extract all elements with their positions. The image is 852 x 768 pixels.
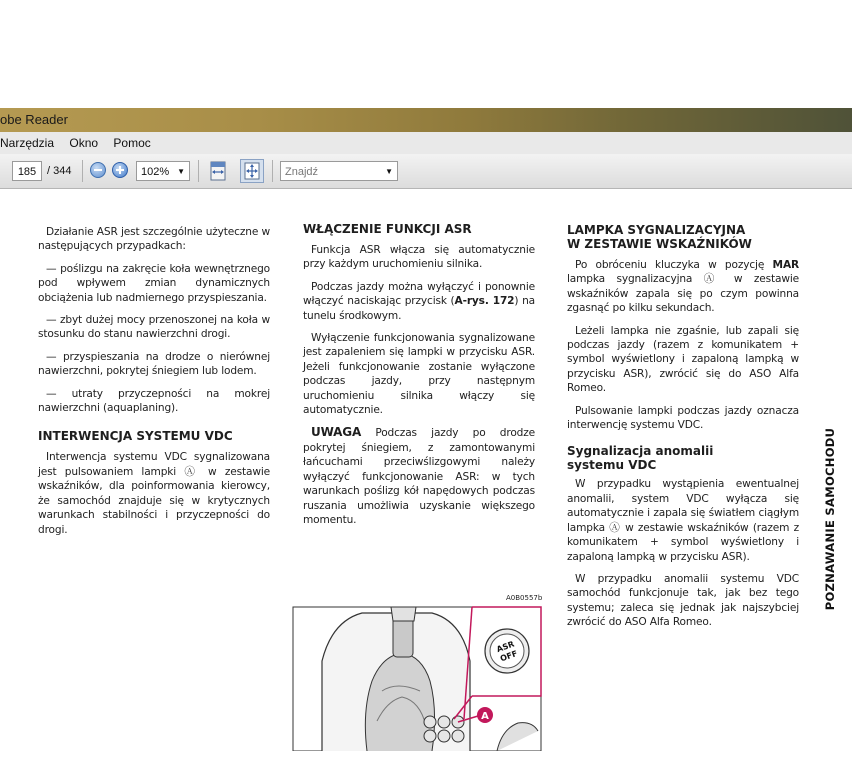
figure-asr-button [292,601,542,751]
desktop-background [0,0,852,108]
menu-item-narzedzia[interactable]: Narzędzia [0,136,55,150]
text-run: lampka sygnalizacyjna Ⓐ w zestawie wskaźników zapala się po czym powinna zgasnąć po kilku sekundach. [567,273,799,315]
section-heading [567,223,799,251]
page-number-input[interactable]: 185 [12,161,42,181]
menu-item-okno[interactable]: Okno [69,136,99,150]
paragraph: Leżeli lampka nie zgaśnie, lub zapali się podczas jazdy (razem z komunikatem + symbol wyświetlony i zapaloną lampką w przycisku ASR), zwrócić się do ASO Alfa Romeo. [567,324,799,395]
heading-line: W ZESTAWIE WSKAŹNIKÓW [567,237,752,251]
window-titlebar[interactable] [0,108,852,132]
paragraph: — utraty przyczepności na mokrej nawierzchni (aquaplaning). [38,387,270,415]
zoom-value: 102% [141,166,170,178]
paragraph: Funkcja ASR włącza się automatycznie przy każdym uruchomieniu silnika. [303,244,535,271]
side-heading [822,424,838,614]
find-input[interactable] [280,161,398,181]
text-run: Po obróceniu kluczyka w pozycję [575,259,773,271]
paragraph: Interwencja systemu VDC sygnalizowana jest pulsowaniem lampki Ⓐ w zestawie wskaźników, dla poinformowania kierowcy, że samochód znajduje się w krytycznych warunkach stabilności i przyczepności do drogi. [38,451,270,536]
paragraph: W przypadku anomalii systemu VDC samochód funkcjonuje tak, jak bez tego systemu; zaleca się jednak jak najszybciej zwrócić do ASO Alfa Romeo. [567,572,799,629]
toolbar-separator [272,160,273,182]
toolbar-separator [198,160,199,182]
asr-label: ASR [495,639,516,655]
zoom-in-button[interactable] [112,162,128,178]
heading-line: Sygnalizacja anomalii [567,444,714,459]
paragraph: Wyłączenie funkcjonowania sygnalizowane jest zapaleniem się lampki w przycisku ASR. Jeżeli funkcjonowanie zostanie wyłączone podczas jazdy, przy następnym uruchomieniu silnika włączy się automatycznie. [303,332,535,417]
fit-page-icon [241,160,263,182]
zoom-select[interactable] [136,161,190,181]
side-heading-text: POZNAWANIE SAMOCHODU [823,427,837,611]
warning-label: UWAGA [311,425,362,440]
text-column-1 [38,225,270,545]
fit-width-button[interactable] [206,159,230,183]
chevron-down-icon[interactable]: ▼ [385,167,393,176]
paragraph [303,425,535,527]
menu-item-pomoc[interactable]: Pomoc [113,136,151,150]
center-console-illustration [292,601,542,751]
figure-code: A0B0557b [506,594,543,602]
menu-bar [0,132,852,154]
fit-page-button[interactable] [240,159,264,183]
paragraph [303,280,535,323]
key-position: MAR [772,259,799,271]
paragraph: — poślizgu na zakręcie koła wewnętrznego pod wpływem zmian dynamicznych obciążenia lub nadmiernego przyspieszania. [38,262,270,304]
callout-label: A [481,711,489,722]
toolbar-separator [82,160,83,182]
text-column-2 [303,222,535,535]
heading-line: systemu VDC [567,458,657,473]
paragraph: — przyspieszania na drodze o nierównej nawierzchni, pokrytej śniegiem lub lodem. [38,350,270,378]
text-run: Podczas jazdy można wyłączyć i ponownie włączyć naciskając przycisk ( [303,280,535,308]
text-run: Podczas jazdy po drodze pokrytej śniegiem, z zamontowanymi łańcuchami przeciwślizgowymi należy wyłączyć funkcjonowanie ASR: w tych warunkach poślizg kół napędowych podczas ruszania umożliwia uzyskanie większego momentu. [303,427,535,526]
paragraph: Pulsowanie lampki podczas jazdy oznacza interwencję systemu VDC. [567,404,799,432]
window-title: obe Reader [0,112,68,127]
section-heading: WŁĄCZENIE FUNKCJI ASR [303,222,472,236]
figure-reference: A-rys. 172 [454,295,515,308]
paragraph: Działanie ASR jest szczególnie użyteczne w następujących przypadkach: [38,226,270,253]
fit-width-icon [206,159,230,183]
paragraph: — zbyt dużej mocy przenoszonej na koła w stosunku do stanu nawierzchni drogi. [38,314,270,341]
chevron-down-icon: ▼ [177,167,185,176]
find-placeholder: Znajdź [285,166,319,178]
page-total: / 344 [47,165,72,177]
toolbar [0,154,852,189]
paragraph: W przypadku wystąpienia ewentualnej anomalii, system VDC wyłącza się automatycznie i zapala się światłem ciągłym lampka Ⓐ w zestawie wskaźników (razem z komunikatem + symbol wyświetlony i zapaloną lampką w przycisku ASR). [567,478,799,563]
paragraph [567,258,799,316]
heading-line: LAMPKA SYGNALIZACYJNA [567,223,746,237]
text-run: ) na tunelu środkowym. [303,295,536,322]
text-column-3 [567,223,799,638]
zoom-out-button[interactable] [90,162,106,178]
minus-icon [94,169,102,171]
subsection-heading [567,444,799,472]
section-heading: INTERWENCJA SYSTEMU VDC [38,429,233,444]
off-label: OFF [499,648,519,664]
